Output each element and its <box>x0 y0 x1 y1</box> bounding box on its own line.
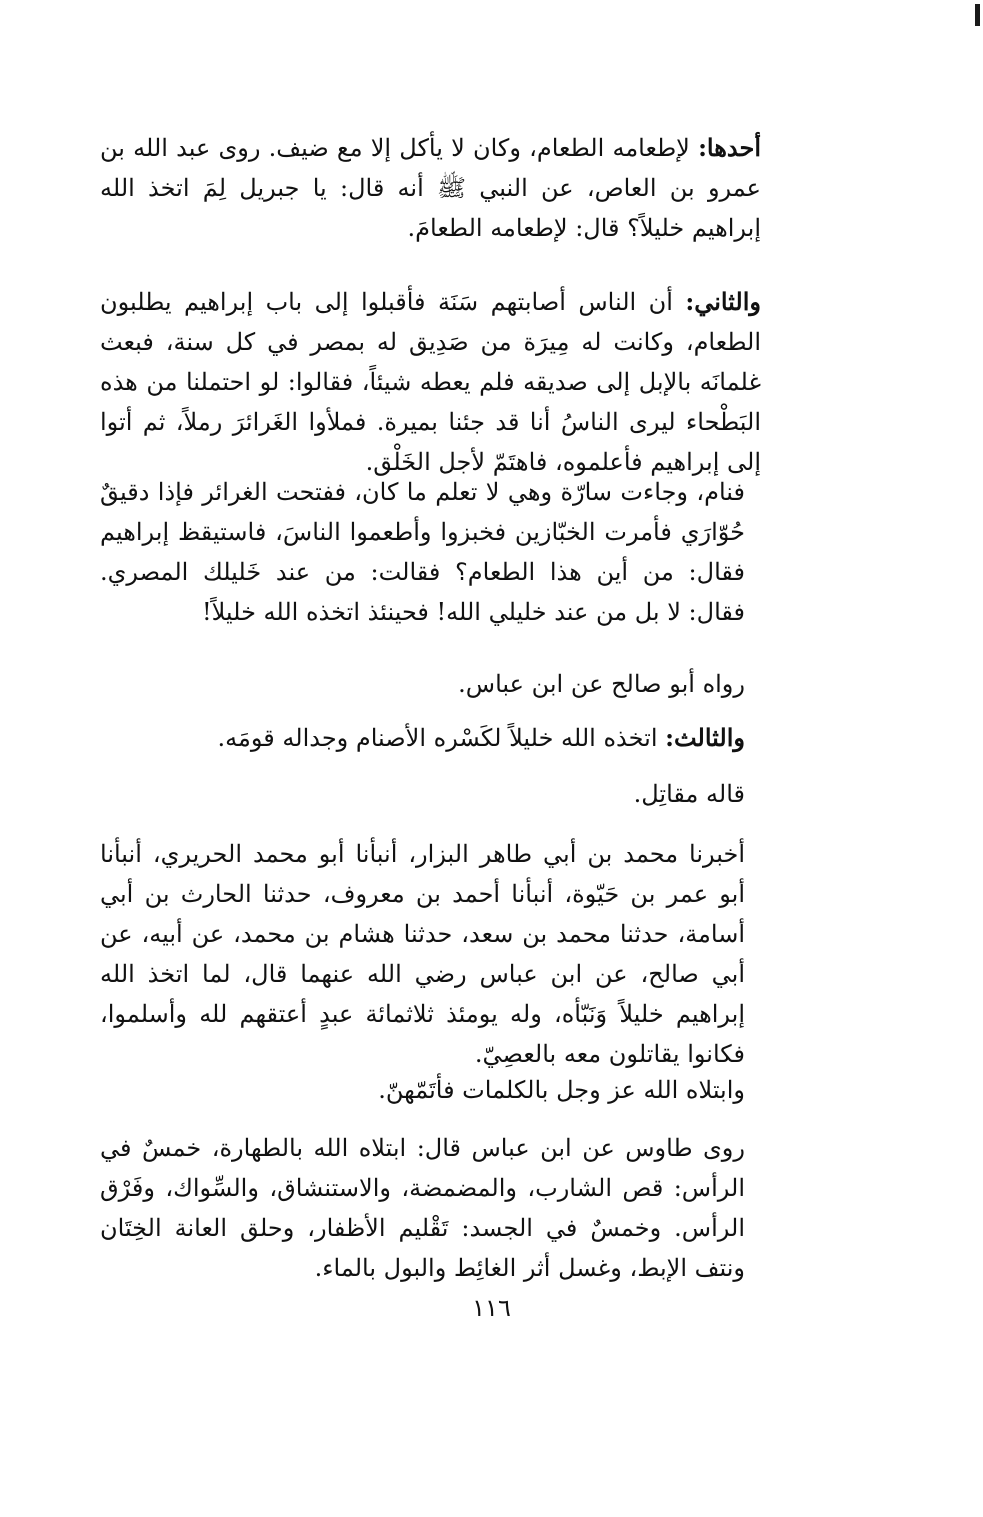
page-number: ١١٦ <box>472 1294 511 1322</box>
paragraph-text: اتخذه الله خليلاً لكَسْره الأصنام وجداله قومَه. <box>217 724 666 752</box>
paragraph-5 <box>100 718 745 758</box>
scan-edge-mark <box>975 4 980 26</box>
paragraph-4 <box>100 664 745 704</box>
paragraph-text: قاله مقاتِل. <box>633 780 745 808</box>
paragraph-2 <box>100 282 761 482</box>
paragraph-text: فنام، وجاءت سارّة وهي لا تعلم ما كان، ففتحت الغرائر فإذا دقيقٌ حُوّارَي فأمرت الخبّازين فخبزوا وأطعموا الناسَ، فاستيقظ إبراهيم فقال: من أين هذا الطعام؟ فقالت: من عند خَليلك المصري. فقال: لا بل من عند خليلي الله! فحينئذ اتخذه الله خليلاً! <box>100 478 745 626</box>
paragraph-3 <box>100 472 745 632</box>
paragraph-text: روى طاوس عن ابن عباس قال: ابتلاه الله بالطهارة، خمسٌ في الرأس: قص الشارب، والمضمضة، والاستنشاق، والسِّواك، وفَرْق الرأس. وخمسٌ في الجسد: تَقْليم الأظفار، وحلق العانة الخِتَان ونتف الإبط، وغسل أثر الغائِط والبول بالماء. <box>100 1134 745 1282</box>
paragraph-lead: والثاني: <box>685 287 761 316</box>
paragraph-text: أن الناس أصابتهم سَنَة فأقبلوا إلى باب إبراهيم يطلبون الطعام، وكانت له مِيرَة من صَدِيق له بمصر في كل سنة، فبعث غلمانَه بالإبل إلى صديقه فلم يعطه شيئاً، فقالوا: لو احتملنا من هذه البَطْحاء ليرى الناسُ أنا قد جئنا بميرة. فملأوا الغَرائرَ رملاً، ثم أتوا إلى إبراهيم فأعلموه، فاهتَمّ لأجل الخَلْق. <box>100 288 761 476</box>
paragraph-text: أخبرنا محمد بن أبي طاهر البزار، أنبأنا أبو محمد الحريري، أنبأنا أبو عمر بن حَيّوة، أنبأنا أحمد بن معروف، حدثنا الحارث بن أبي أسامة، حدثنا محمد بن سعد، حدثنا هشام بن محمد، عن أبيه، عن أبي صالح، عن ابن عباس رضي الله عنهما قال، لما اتخذ الله إبراهيم خليلاً وَنَبّأه، وله يومئذ ثلاثمائة عبدٍ أعتقهم لله وأسلموا، فكانوا يقاتلون معه بالعصِيّ. <box>100 840 745 1068</box>
paragraph-lead: أحدها: <box>698 133 761 162</box>
paragraph-6 <box>100 774 745 814</box>
paragraph-lead: والثالث: <box>665 723 745 752</box>
paragraph-text: لإطعامه الطعام، وكان لا يأكل إلا مع ضيف. روى عبد الله بن عمرو بن العاص، عن النبي ﷺ أنه قال: يا جبريل لِمَ اتخذ الله إبراهيم خليلاً؟ قال: لإطعامه الطعامَ. <box>100 134 761 242</box>
paragraph-9 <box>100 1128 745 1288</box>
paragraph-8 <box>100 1070 745 1110</box>
paragraph-7 <box>100 834 745 1074</box>
paragraph-text: رواه أبو صالح عن ابن عباس. <box>458 670 745 698</box>
paragraph-text: وابتلاه الله عز وجل بالكلمات فأتَمّهنّ. <box>378 1076 745 1104</box>
paragraph-1 <box>100 128 761 248</box>
